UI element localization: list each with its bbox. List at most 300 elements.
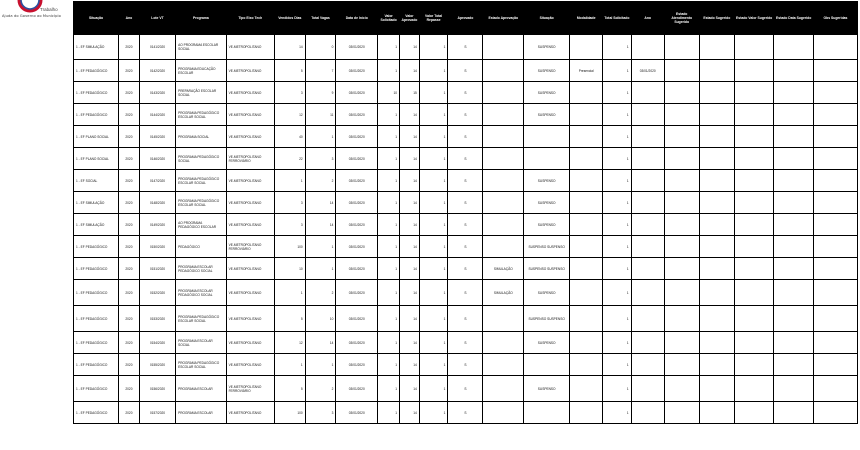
table-cell [774,236,814,258]
table-cell [483,354,524,376]
table-cell: 1 - EF PEDAGÓGICO [74,402,119,424]
table-cell [570,35,603,60]
table-cell: AO PROGRAMA PEDAGÓGICO ESCOLAR [176,214,227,236]
table-cell: 1 [419,126,448,148]
table-cell [734,354,774,376]
column-header: Programa [176,2,227,35]
table-cell: 1 [419,354,448,376]
table-cell: 1 [274,280,305,306]
table-cell: 2020 [119,148,140,170]
table-cell: 1 [378,148,400,170]
table-cell [483,104,524,126]
table-cell: 2020 [119,214,140,236]
table-cell [664,82,699,104]
table-cell: 03/01/2020 [336,376,378,402]
table-cell: 1 [378,214,400,236]
table-cell: 03/01/2020 [336,258,378,280]
table-cell [699,402,734,424]
table-cell: 1 [274,354,305,376]
table-cell: 0141/2020 [139,35,175,60]
table-cell: 1 [603,258,632,280]
table-cell: SUSPENSO SUSPENSO [524,306,570,332]
table-cell: VE-METROPOLITANO [226,354,274,376]
table-cell: 1 [603,236,632,258]
table-cell [483,192,524,214]
table-cell [699,60,734,82]
table-cell [774,104,814,126]
table-cell [483,170,524,192]
table-cell: VE-METROPOLITANO [226,170,274,192]
table-cell [774,35,814,60]
table-cell [813,214,857,236]
table-cell: 2020 [119,104,140,126]
table-cell: 14 [400,192,420,214]
table-cell [664,60,699,82]
table-cell [734,332,774,354]
table-cell: 1 [305,354,336,376]
table-cell: VE-METROPOLITANO [226,126,274,148]
table-cell [813,170,857,192]
table-cell: VE-METROPOLITANO [226,402,274,424]
table-cell: 12 [274,332,305,354]
table-cell: 3 [305,402,336,424]
table-cell [631,104,664,126]
table-cell: 14 [400,60,420,82]
table-cell: 03/01/2020 [336,82,378,104]
table-cell: SUSPENSO SUSPENSO [524,236,570,258]
table-cell: S [448,35,483,60]
table-cell: SUSPENSO [524,104,570,126]
table-cell [483,126,524,148]
table-cell: SUSPENSO SUSPENSO [524,258,570,280]
table-cell [813,306,857,332]
table-cell [664,214,699,236]
table-cell [570,170,603,192]
table-cell [483,214,524,236]
table-cell [774,126,814,148]
logo-icon [16,0,60,14]
table-cell: S [448,306,483,332]
table-cell: 0151/2020 [139,258,175,280]
table-cell: VE-METROPOLITANO FERROVIÁRIO [226,236,274,258]
table-cell [734,376,774,402]
table-cell [734,402,774,424]
table-cell: 1 [378,332,400,354]
table-cell: 2020 [119,192,140,214]
table-row [74,214,858,236]
table-cell: S [448,148,483,170]
table-cell: S [448,60,483,82]
table-cell: PROGRAMA SOCIAL [176,126,227,148]
table-cell: 1 [603,60,632,82]
table-cell: SUSPENSO [524,170,570,192]
table-cell: 1 [419,236,448,258]
column-header: Data de Início [336,2,378,35]
table-cell: 1 [378,170,400,192]
table-cell: 14 [400,280,420,306]
table-cell: 1 - EF PEDAGÓGICO [74,82,119,104]
data-table [73,1,858,424]
table-cell [483,60,524,82]
table-cell [524,402,570,424]
table-cell: 1 [378,60,400,82]
table-cell [570,258,603,280]
column-header: Situação [74,2,119,35]
table-cell [774,280,814,306]
table-cell: 14 [400,148,420,170]
table-cell: 03/01/2020 [336,126,378,148]
table-cell: 1 - EF SIMULAÇÃO [74,214,119,236]
column-header: Situação [524,2,570,35]
table-cell [774,402,814,424]
table-cell [664,402,699,424]
table-cell: 2020 [119,236,140,258]
table-cell: 14 [305,214,336,236]
table-cell: 14 [400,35,420,60]
table-cell: PREPARAÇÃO ESCOLAR SOCIAL [176,82,227,104]
table-cell: VE-METROPOLITANO [226,192,274,214]
table-cell: 14 [400,354,420,376]
table-cell: 1 - EF PEDAGÓGICO [74,60,119,82]
table-cell [570,148,603,170]
table-cell: 0155/2020 [139,354,175,376]
table-cell [483,402,524,424]
table-cell: 10 [305,306,336,332]
table-cell: 1 [419,332,448,354]
table-cell [734,214,774,236]
table-cell [631,214,664,236]
table-cell: VE-METROPOLITANO FERROVIÁRIO [226,148,274,170]
table-cell [483,306,524,332]
table-cell: S [448,402,483,424]
table-cell [570,104,603,126]
table-cell: 1 - EF PEDAGÓGICO [74,258,119,280]
table-cell: 0146/2020 [139,148,175,170]
table-cell: 1 - EF SIMULAÇÃO [74,35,119,60]
table-cell [570,214,603,236]
table-cell: 1 [603,82,632,104]
table-cell: SIMULAÇÃO [483,258,524,280]
table-row [74,306,858,332]
table-row [74,60,858,82]
table-cell [524,354,570,376]
table-cell [570,280,603,306]
table-cell: 0143/2020 [139,82,175,104]
table-cell: 1 - EF PEDAGÓGICO [74,280,119,306]
table-cell: SIMULAÇÃO [483,280,524,306]
table-cell: PROGRAMA EDUCAÇÃO ESCOLAR [176,60,227,82]
table-cell: 03/01/2020 [336,35,378,60]
table-cell: AO PROGRAMA ESCOLAR SOCIAL [176,35,227,60]
table-cell: 3 [274,192,305,214]
table-cell: PROGRAMA PEDAGÓGICO ESCOLAR SOCIAL [176,306,227,332]
table-cell [774,148,814,170]
table-cell [631,258,664,280]
table-cell: 1 [378,402,400,424]
column-header: Valor Aprovado [400,2,420,35]
table-cell: 1 [419,148,448,170]
table-cell: VE-METROPOLITANO [226,35,274,60]
table-cell [734,104,774,126]
table-cell [631,332,664,354]
table-cell: 1 [603,332,632,354]
table-cell: 1 [603,148,632,170]
table-cell: SUSPENSO [524,192,570,214]
table-cell [631,280,664,306]
table-cell [734,126,774,148]
table-cell: 1 [378,35,400,60]
table-cell [664,170,699,192]
table-cell [774,192,814,214]
table-cell [570,354,603,376]
table-cell: 1 [378,104,400,126]
table-cell [631,35,664,60]
table-cell [631,376,664,402]
table-cell [664,376,699,402]
table-cell: 1 [603,214,632,236]
table-cell [664,126,699,148]
table-cell: 40 [274,126,305,148]
table-cell: 03/01/2020 [336,402,378,424]
column-header: Estado Sugerido [699,2,734,35]
table-cell: 2020 [119,306,140,332]
table-cell [570,332,603,354]
table-cell [734,82,774,104]
table-cell [813,192,857,214]
table-cell: VE-METROPOLITANO [226,332,274,354]
table-cell: 14 [274,35,305,60]
table-cell: VE-METROPOLITANO [226,280,274,306]
table-cell: PROGRAMA ESCOLAR SOCIAL [176,332,227,354]
table-cell: 14 [305,332,336,354]
table-cell: 1 [603,35,632,60]
table-cell: 03/01/2020 [336,354,378,376]
table-cell [483,236,524,258]
table-cell [570,236,603,258]
table-cell [699,236,734,258]
table-cell [699,104,734,126]
table-cell: 1 [378,280,400,306]
table-cell: 1 [378,376,400,402]
table-cell: S [448,170,483,192]
table-cell [734,170,774,192]
column-header: Vendidos Dias [274,2,305,35]
table-cell: 5 [274,60,305,82]
table-cell [664,236,699,258]
table-cell [664,192,699,214]
table-cell: 1 - EF SOCIAL [74,170,119,192]
table-cell: 14 [400,236,420,258]
table-cell: 9 [305,82,336,104]
column-header: Modalidade [570,2,603,35]
table-cell [699,306,734,332]
table-row [74,280,858,306]
table-cell: 1 [419,82,448,104]
table-cell [734,306,774,332]
table-cell: 1 [419,280,448,306]
table-cell: 1 [378,236,400,258]
table-cell: 10 [274,258,305,280]
table-cell: 1 [378,258,400,280]
logo [16,0,60,14]
table-cell [774,60,814,82]
table-cell [664,280,699,306]
table-cell: S [448,236,483,258]
table-cell [631,192,664,214]
table-cell: 14 [400,258,420,280]
table-cell: 0157/2020 [139,402,175,424]
table-cell [734,236,774,258]
table-cell: PROGRAMA PEDAGÓGICO ESCOLAR SOCIAL [176,192,227,214]
table-cell: 14 [400,376,420,402]
table-cell: S [448,280,483,306]
column-header: Obs Sugeridas [813,2,857,35]
table-cell [524,126,570,148]
table-cell: 1 [419,258,448,280]
table-cell: 1 [603,126,632,148]
table-row [74,126,858,148]
table-cell: 14 [400,104,420,126]
table-cell: 2 [305,280,336,306]
table-cell: 1 [419,306,448,332]
table-cell [734,35,774,60]
table-cell [774,170,814,192]
table-cell: 3 [305,148,336,170]
table-cell: 1 [378,126,400,148]
table-cell [664,104,699,126]
column-header: Aprovado [448,2,483,35]
table-cell [774,354,814,376]
table-cell: 2020 [119,402,140,424]
table-cell [813,148,857,170]
table-cell: 2020 [119,170,140,192]
table-cell: SUSPENSO [524,60,570,82]
table-cell [774,258,814,280]
table-cell: 1 - EF PEDAGÓGICO [74,236,119,258]
table-cell: SUSPENSO [524,35,570,60]
table-row [74,332,858,354]
table-cell: 03/01/2020 [336,104,378,126]
table-cell: 1 [603,376,632,402]
table-cell: 0145/2020 [139,126,175,148]
table-cell: 03/01/2020 [336,60,378,82]
logo-brand-text: Trabalho [40,7,58,12]
table-cell: 1 [378,192,400,214]
table-row [74,170,858,192]
table-cell: 0148/2020 [139,192,175,214]
table-cell: 1 [603,280,632,306]
table-cell [774,332,814,354]
table-cell [483,376,524,402]
table-cell [483,82,524,104]
table-cell [699,354,734,376]
table-cell: PROGRAMA ESCOLAR PEDAGÓGICO SOCIAL [176,258,227,280]
table-cell: 1 [603,402,632,424]
table-cell: 03/01/2020 [631,60,664,82]
table-cell [699,170,734,192]
table-cell: 1 - EF PLANO SOCIAL [74,148,119,170]
table-cell: S [448,126,483,148]
table-cell [570,126,603,148]
table-cell [664,258,699,280]
table-cell [699,148,734,170]
table-cell: 0150/2020 [139,236,175,258]
table-cell: 2020 [119,376,140,402]
column-header: Ano [631,2,664,35]
table-cell [483,35,524,60]
table-row [74,376,858,402]
table-cell [631,402,664,424]
column-header: Lote VT [139,2,175,35]
table-cell [483,148,524,170]
table-cell: 1 [603,104,632,126]
table-cell: 22 [274,148,305,170]
table-cell [734,192,774,214]
table-cell: VE-METROPOLITANO [226,214,274,236]
table-cell: 2020 [119,354,140,376]
column-header: Total Vagas [305,2,336,35]
column-header: Estado Atendimento Sugerido [664,2,699,35]
table-cell: S [448,214,483,236]
table-cell: 12 [274,104,305,126]
table-cell [631,236,664,258]
table-cell: 1 [305,258,336,280]
table-cell: 1 [419,214,448,236]
table-row [74,82,858,104]
table-cell: PROGRAMA PEDAGÓGICO ESCOLAR SOCIAL [176,104,227,126]
table-cell [813,60,857,82]
column-header: Tipo Eixo Tech [226,2,274,35]
table-cell: PROGRAMA PEDAGÓGICO ESCOLAR SOCIAL [176,170,227,192]
table-cell [699,258,734,280]
table-cell: 03/01/2020 [336,236,378,258]
table-cell: SUSPENSO [524,280,570,306]
table-cell [699,35,734,60]
table-cell: S [448,82,483,104]
table-cell [813,332,857,354]
table-cell [664,354,699,376]
table-cell: 1 [419,170,448,192]
table-cell [813,236,857,258]
table-cell [664,332,699,354]
table-cell [813,126,857,148]
table-row [74,148,858,170]
table-cell: 0149/2020 [139,214,175,236]
table-cell [699,376,734,402]
table-cell: 11 [305,104,336,126]
table-cell [813,104,857,126]
table-cell: 0152/2020 [139,280,175,306]
table-row [74,192,858,214]
table-cell: S [448,258,483,280]
table-cell [570,192,603,214]
table-cell: 14 [400,170,420,192]
table-cell: PROGRAMA ESCOLAR [176,402,227,424]
table-cell: 0156/2020 [139,376,175,402]
table-cell: 0154/2020 [139,332,175,354]
table-row [74,354,858,376]
table-cell: 2020 [119,35,140,60]
table-cell: 0142/2020 [139,60,175,82]
table-cell: 1 [378,306,400,332]
table-cell: 1 - EF PEDAGÓGICO [74,104,119,126]
table-cell: S [448,332,483,354]
table-cell: 2020 [119,332,140,354]
table-header-row [74,2,858,35]
table-cell: VE-METROPOLITANO [226,104,274,126]
table-cell: S [448,376,483,402]
table-body [74,35,858,424]
